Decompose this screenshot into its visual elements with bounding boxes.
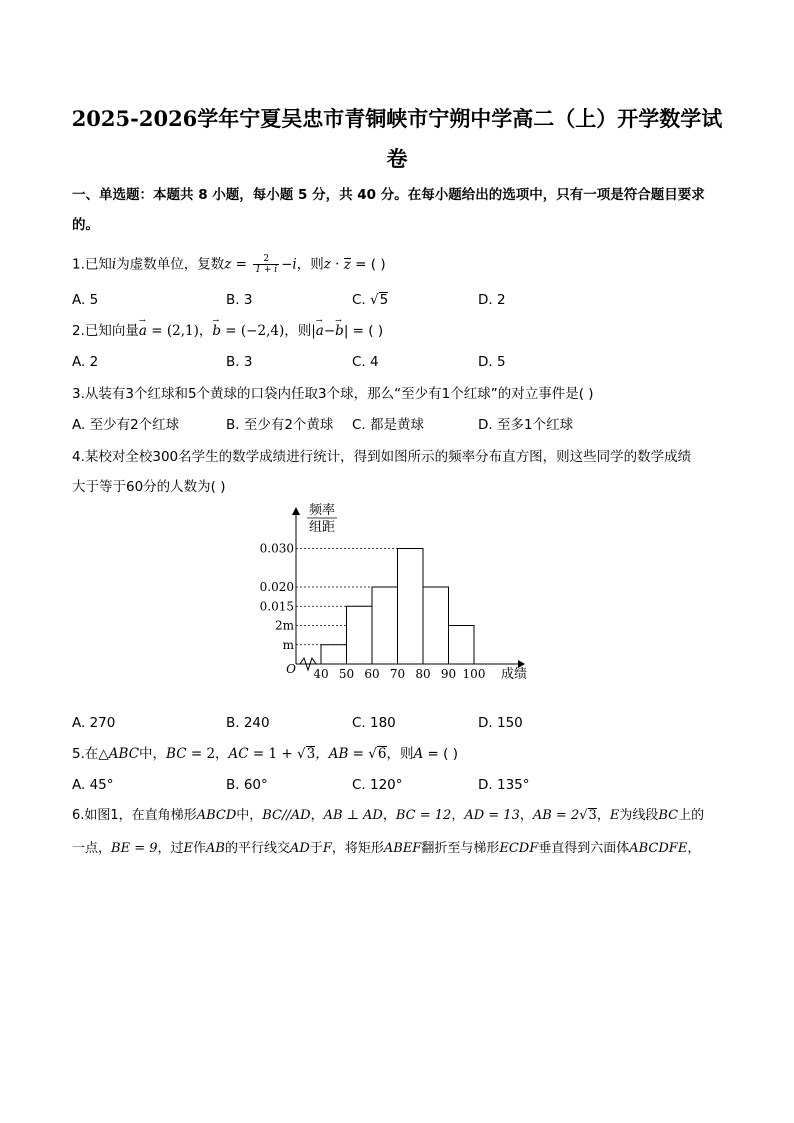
q6-text-m: ， — [687, 841, 701, 856]
q6-ab-radicand: 3 — [588, 808, 597, 823]
q5-option-b[interactable]: B. 60° — [226, 777, 268, 793]
frequency-histogram — [250, 498, 540, 688]
q3-option-c[interactable]: C. 都是黄球 — [352, 417, 425, 433]
sqrt-symbol: √ — [368, 746, 377, 762]
question-1 — [72, 254, 732, 275]
q5-option-c[interactable]: C. 120° — [352, 777, 403, 793]
q1-option-c[interactable] — [352, 291, 388, 309]
q5-tail1: ，则 — [386, 746, 414, 762]
y-tick-label: 2m — [274, 618, 294, 633]
q1-option-c-radicand: 5 — [379, 292, 389, 308]
q5-ac: AC — [228, 746, 249, 762]
q6-ab-eq: AB = 2 — [532, 808, 580, 823]
q1-dot: · — [330, 256, 344, 273]
y-axis-label-top: 频率 — [308, 503, 336, 518]
q1-tail: = ( ) — [350, 256, 386, 273]
q6-text-l: 垂直得到六面体 — [538, 841, 630, 856]
q2-vector-b2: → b — [335, 322, 344, 340]
q6-text-c: 为线段 — [619, 808, 659, 823]
question-5 — [72, 745, 732, 763]
question-4-line1: 4.某校对全校300名学生的数学成绩进行统计，得到如图所示的频率分布直方图，则这些同学的数学成绩 — [72, 449, 692, 465]
q1-option-d[interactable]: D. 2 — [478, 292, 506, 308]
q2-a-val: = (2,1)， — [146, 323, 213, 339]
x-tick-label: 50 — [338, 667, 355, 681]
x-tick-label: 60 — [364, 667, 380, 681]
q1-eq: = — [231, 256, 252, 273]
q5-abc: ABC — [108, 746, 140, 762]
q1-z: z — [224, 256, 232, 273]
section-header-line2: 的。 — [72, 217, 99, 233]
q6-e: E — [609, 808, 620, 823]
q2-prefix: 2.已知向量 — [72, 323, 139, 339]
q6-text-a: 6.如图1，在直角梯形 — [72, 808, 197, 823]
q1-mid2: ，则 — [296, 256, 324, 273]
histogram-bar — [423, 587, 449, 664]
q5-ac-radicand: 3 — [306, 746, 316, 762]
q6-be9: BE = 9 — [111, 841, 158, 856]
q6-abcd: ABCD — [196, 808, 237, 823]
q6-text-e: 一点， — [72, 841, 112, 856]
q1-option-a[interactable]: A. 5 — [72, 292, 99, 308]
q3-option-d[interactable]: D. 至多1个红球 — [478, 417, 574, 433]
q5-prefix: 5.在 — [72, 746, 99, 762]
q2-option-a[interactable]: A. 2 — [72, 354, 99, 370]
q6-text-d: 上的 — [678, 808, 705, 823]
y-tick-label: 0.030 — [259, 541, 294, 556]
y-tick-label: 0.020 — [259, 580, 294, 594]
q5-ab-radicand: 6 — [377, 746, 387, 762]
y-axis-label-bottom: 组距 — [308, 520, 336, 535]
q6-text-g: 作 — [193, 841, 207, 856]
q2-b-val: = (−2,4)，则| — [221, 323, 316, 339]
q1-i: i — [111, 256, 117, 273]
q5-option-d[interactable]: D. 135° — [478, 777, 530, 793]
y-axis-arrow — [292, 507, 300, 515]
histogram-bar — [347, 606, 373, 664]
q6-abef: ABEF — [383, 841, 422, 856]
q6-text-k: 翻折至与梯形 — [421, 841, 500, 856]
question-6-line1 — [72, 807, 732, 825]
q1-prefix: 1.已知 — [72, 256, 112, 273]
q6-comma: ， — [382, 808, 396, 823]
x-tick-label: 90 — [440, 667, 457, 681]
histogram-bar — [449, 626, 475, 665]
sqrt-symbol: √ — [370, 292, 379, 308]
q6-ab2: AB — [206, 841, 225, 856]
q5-A: A — [413, 746, 424, 762]
histogram-bar — [321, 645, 347, 664]
q6-ad13: AD = 13 — [464, 808, 520, 823]
q6-text-h: 的平行线交 — [224, 841, 290, 856]
histogram-bar — [398, 549, 424, 665]
y-tick-label: m — [282, 637, 294, 652]
q6-parallel: BC//AD — [262, 808, 311, 823]
q4-option-a[interactable]: A. 270 — [72, 715, 116, 731]
x-tick-label: 80 — [415, 667, 431, 681]
origin-label: O — [286, 662, 296, 676]
q2-vector-a2: → a — [316, 322, 324, 340]
q6-ad2: AD — [290, 841, 310, 856]
histogram-bar — [372, 587, 398, 664]
q4-option-b[interactable]: B. 240 — [226, 715, 270, 731]
q5-option-a[interactable]: A. 45° — [72, 777, 114, 793]
y-tick-label: 0.015 — [259, 599, 294, 614]
question-6-line2 — [72, 840, 732, 858]
q1-zbar: z — [343, 256, 351, 273]
q6-text-f: ，过 — [157, 841, 184, 856]
q6-text-i: 于 — [309, 841, 323, 856]
q1-z2: z — [323, 256, 331, 273]
q6-comma: ， — [519, 808, 533, 823]
q2-option-c[interactable]: C. 4 — [352, 354, 379, 370]
q5-tail2: = ( ) — [423, 746, 458, 762]
q5-bc-val: = 2， — [186, 746, 229, 762]
q5-mid: 中， — [139, 746, 167, 762]
x-tick-label: 70 — [389, 667, 406, 681]
q4-option-d[interactable]: D. 150 — [478, 715, 523, 731]
q6-comma: ， — [451, 808, 465, 823]
q5-ac-val: = 1 + — [248, 746, 298, 762]
q6-bc12: BC = 12 — [395, 808, 452, 823]
q6-comma: ， — [310, 808, 324, 823]
q1-mid1: 为虚数单位，复数 — [116, 256, 225, 273]
exam-title-line1: 2025-2026学年宁夏吴忠市青铜峡市宁朔中学高二（上）开学数学试 — [71, 106, 723, 131]
q6-text-j: ，将矩形 — [331, 841, 384, 856]
q6-bc: BC — [658, 808, 679, 823]
x-tick-label: 40 — [313, 667, 329, 681]
question-2 — [72, 322, 732, 340]
exam-title-line2: 卷 — [386, 146, 408, 171]
sqrt-symbol: √ — [579, 808, 588, 823]
q4-option-c[interactable]: C. 180 — [352, 715, 396, 731]
q5-bc: BC — [166, 746, 187, 762]
q2-option-d[interactable]: D. 5 — [478, 354, 506, 370]
q5-triangle: △ — [98, 746, 109, 762]
q2-option-b[interactable]: B. 3 — [226, 354, 253, 370]
q6-ecdf: ECDF — [499, 841, 539, 856]
q2-minus: − — [323, 323, 336, 339]
q6-abcdfe: ABCDFE — [629, 841, 688, 856]
q6-text-b: 中， — [236, 808, 263, 823]
q2-vector-b: → b — [212, 322, 221, 340]
q5-ab: ，AB — [315, 746, 349, 762]
q5-ab-val: = — [348, 746, 369, 762]
q6-e2: E — [183, 841, 194, 856]
x-axis-label: 成绩 — [500, 667, 528, 682]
q6-perp: AB ⊥ AD — [323, 808, 383, 823]
question-4-line2: 大于等于60分的人数为( ) — [72, 479, 226, 495]
q1-minus-i: −i — [281, 256, 297, 273]
q1-fraction — [253, 254, 279, 275]
q1-frac-num: 2 — [253, 254, 279, 265]
question-3: 3.从装有3个红球和5个黄球的口袋内任取3个球，那么“至少有1个红球”的对立事件是( ) — [72, 386, 594, 402]
q3-option-b[interactable]: B. 至少有2个黄球 — [226, 417, 334, 433]
q1-frac-den: 1 + i — [255, 265, 278, 275]
q1-option-b[interactable]: B. 3 — [226, 292, 253, 308]
q6-f: F — [322, 841, 332, 856]
q1-option-c-label: C. — [352, 292, 371, 308]
section-header-line1: 一、单选题：本题共 8 小题，每小题 5 分，共 40 分。在每小题给出的选项中，只有一项是符合题目要求 — [72, 187, 705, 203]
x-tick-label: 100 — [462, 667, 486, 681]
sqrt-symbol: √ — [297, 746, 306, 762]
q2-vector-a: → a — [139, 322, 147, 340]
q3-option-a[interactable]: A. 至少有2个红球 — [72, 417, 180, 433]
q6-comma: ， — [596, 808, 610, 823]
q2-tail: | = ( ) — [343, 323, 384, 339]
